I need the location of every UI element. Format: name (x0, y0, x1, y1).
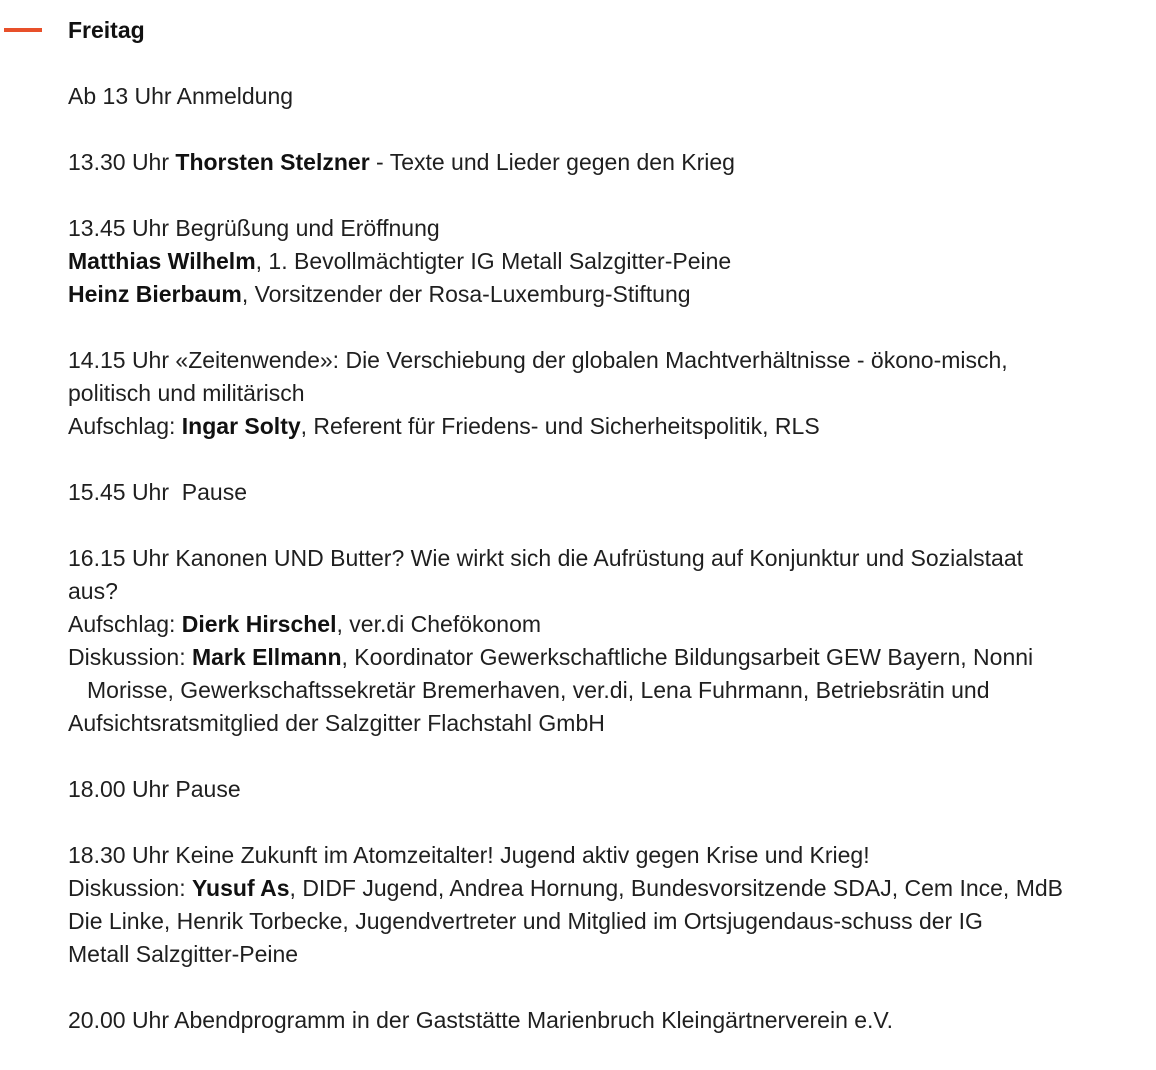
speaker-name: Matthias Wilhelm (68, 248, 256, 274)
item-line: Die Linke, Henrik Torbecke, Jugendvertreter und Mitglied im Ortsjugendaus-schuss der IG (68, 908, 983, 934)
schedule-item (68, 80, 1128, 113)
schedule-item (68, 344, 1128, 443)
speaker-name: Yusuf As (191, 875, 290, 901)
item-line: Metall Salzgitter-Peine (68, 941, 299, 967)
schedule-item (68, 542, 1128, 740)
item-line: 18.30 Uhr Keine Zukunft im Atomzeitalter! Jugend aktiv gegen Krise und Krieg! (68, 842, 870, 868)
schedule-item (68, 212, 1128, 311)
schedule-item (68, 839, 1128, 971)
item-line: politisch und militärisch (68, 380, 305, 406)
item-line: 14.15 Uhr «Zeitenwende»: Die Verschiebung der globalen Machtverhältnisse - ökono-misch, (68, 347, 1008, 373)
label: Aufschlag: (68, 413, 182, 439)
description: - Texte und Lieder gegen den Krieg (369, 149, 735, 175)
speaker-role: , Koordinator Gewerkschaftliche Bildungsarbeit GEW Bayern, Nonni (341, 644, 1034, 670)
speaker-role: , ver.di Chefökonom (336, 611, 542, 637)
schedule (68, 80, 1128, 1070)
label: Aufschlag: (68, 611, 182, 637)
speaker-name: Dierk Hirschel (181, 611, 337, 637)
schedule-item (68, 476, 1128, 509)
day-heading: Freitag (68, 17, 145, 43)
item-line: 20.00 Uhr Abendprogramm in der Gaststätte Marienbruch Kleingärtnerverein e.V. (68, 1007, 894, 1033)
item-line: 18.00 Uhr Pause (68, 776, 241, 802)
speaker-name: Heinz Bierbaum (68, 281, 242, 307)
speaker-name: Mark Ellmann (191, 644, 342, 670)
item-line: aus? (68, 578, 118, 604)
item-line (68, 278, 1128, 311)
speaker-role: , Referent für Friedens- und Sicherheitspolitik, RLS (300, 413, 820, 439)
item-line: 16.15 Uhr Kanonen UND Butter? Wie wirkt sich die Aufrüstung auf Konjunktur und Sozialstaat (68, 545, 1024, 571)
item-line (68, 872, 1128, 905)
speaker-name: Thorsten Stelzner (175, 149, 370, 175)
speaker-name: Ingar Solty (181, 413, 301, 439)
accent-bar (4, 28, 42, 32)
time: 13.30 Uhr (68, 149, 176, 175)
label: Diskussion: (68, 644, 192, 670)
item-line: Aufsichtsratsmitglied der Salzgitter Flachstahl GmbH (68, 710, 605, 736)
item-line: 15.45 Uhr Pause (68, 479, 248, 505)
speaker-role: , DIDF Jugend, Andrea Hornung, Bundesvorsitzende SDAJ, Cem Ince, MdB (289, 875, 1063, 901)
item-line (68, 410, 1128, 443)
schedule-item (68, 773, 1128, 806)
item-line (68, 146, 1128, 179)
item-line: Morisse, Gewerkschaftssekretär Bremerhaven, ver.di, Lena Fuhrmann, Betriebsrätin und (87, 677, 990, 703)
item-line (68, 608, 1128, 641)
item-line (68, 245, 1128, 278)
speaker-role: , Vorsitzender der Rosa-Luxemburg-Stiftung (241, 281, 691, 307)
item-line: 13.45 Uhr Begrüßung und Eröffnung (68, 215, 440, 241)
schedule-item (68, 1004, 1128, 1037)
label: Diskussion: (68, 875, 192, 901)
speaker-role: , 1. Bevollmächtigter IG Metall Salzgitter-Peine (255, 248, 732, 274)
item-line (68, 641, 1128, 674)
item-line: Ab 13 Uhr Anmeldung (68, 83, 294, 109)
schedule-item (68, 146, 1128, 179)
